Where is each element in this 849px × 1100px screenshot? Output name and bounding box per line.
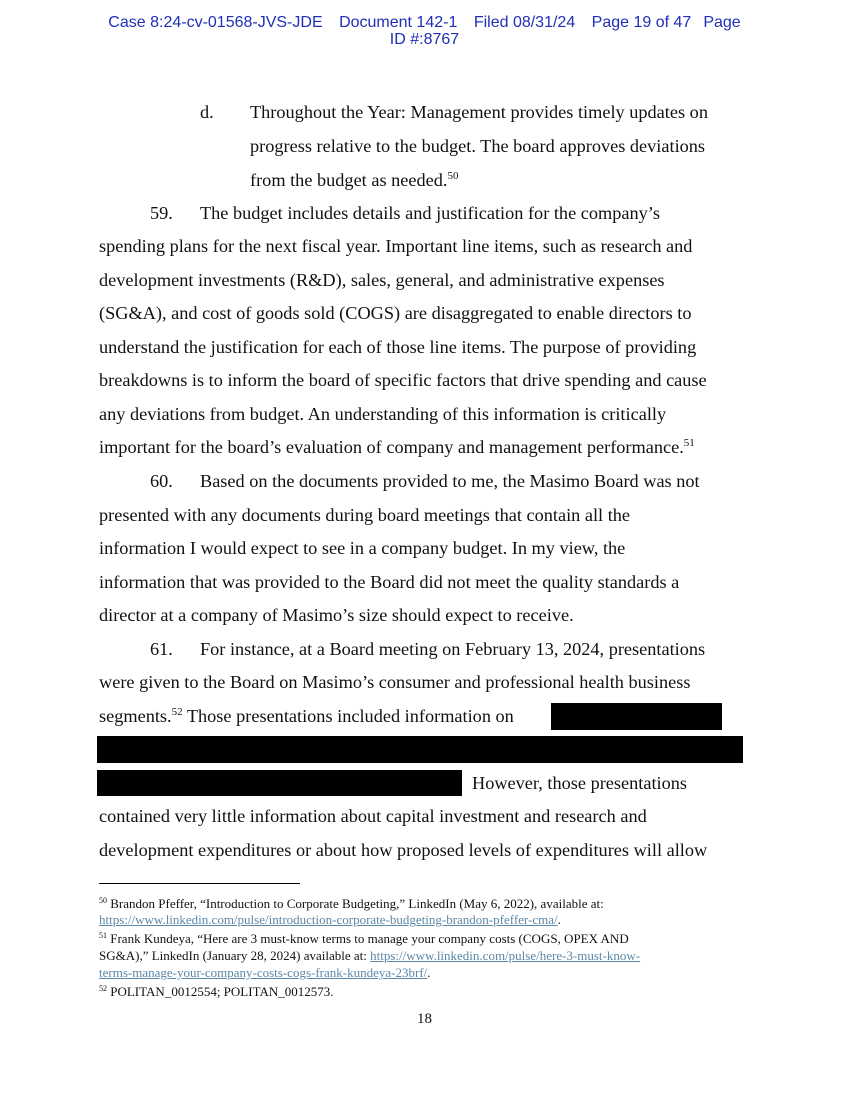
item-d-line: Throughout the Year: Management provides timely updates on xyxy=(250,102,708,122)
paragraph-61-line: contained very little information about capital investment and research and xyxy=(99,806,647,826)
paragraph-61-line: For instance, at a Board meeting on February 13, 2024, presentations xyxy=(200,639,706,659)
footnote-50-link-line xyxy=(99,912,561,927)
document-number: Document 142-1 xyxy=(339,14,458,31)
redaction-block xyxy=(97,736,743,763)
header-line-1 xyxy=(0,14,849,31)
footnote-link[interactable]: terms-manage-your-company-costs-cogs-frank-kundeya-23brf/ xyxy=(99,965,428,980)
footnote-text: Frank Kundeya, “Here are 3 must-know terms to manage your company costs (COGS, OPEX AND xyxy=(110,931,629,946)
footnote-text: Brandon Pfeffer, “Introduction to Corporate Budgeting,” LinkedIn (May 6, 2022), available at: xyxy=(110,896,604,911)
paragraph-60-line: information I would expect to see in a company budget. In my view, the xyxy=(99,538,626,558)
footnote-mark: 50 xyxy=(99,896,107,905)
footnote-51 xyxy=(99,931,629,946)
footnote-51-line-3 xyxy=(99,965,430,980)
paragraph-61-line xyxy=(99,705,514,727)
page-id-label: Page xyxy=(703,14,741,31)
page-count: Page 19 of 47 xyxy=(591,14,692,31)
item-d-line xyxy=(250,169,458,191)
paragraph-59-line: development investments (R&D), sales, general, and administrative expenses xyxy=(99,270,665,290)
case-number: Case 8:24-cv-01568-JVS-JDE xyxy=(108,14,323,31)
paragraph-59-line xyxy=(99,436,695,458)
footnote-link[interactable]: https://www.linkedin.com/pulse/here-3-must-know- xyxy=(370,948,641,963)
paragraph-number: 60. xyxy=(150,471,173,491)
item-d-line: progress relative to the budget. The board approves deviations xyxy=(250,136,706,156)
paragraph-59-line: any deviations from budget. An understanding of this information is critically xyxy=(99,404,667,424)
paragraph-61-text: segments. xyxy=(99,706,172,726)
paragraph-59-line: The budget includes details and justification for the company’s xyxy=(200,203,660,223)
footnote-text: SG&A),” LinkedIn (January 28, 2024) available at: xyxy=(99,948,371,963)
footnote-period: . xyxy=(557,912,561,927)
paragraph-60-line: presented with any documents during board meetings that contain all the xyxy=(99,505,631,525)
paragraph-61-line: were given to the Board on Masimo’s consumer and professional health business xyxy=(99,672,691,692)
redaction-block xyxy=(97,770,462,796)
paragraph-59-line: breakdowns is to inform the board of specific factors that drive spending and cause xyxy=(99,370,707,390)
footnote-50 xyxy=(99,896,604,911)
page-id: ID #:8767 xyxy=(389,31,460,48)
footnote-mark: 51 xyxy=(99,931,107,940)
footnote-51-line-2 xyxy=(99,948,640,963)
paragraph-59-line: (SG&A), and cost of goods sold (COGS) are disaggregated to enable directors to xyxy=(99,303,692,323)
footnote-mark: 52 xyxy=(99,984,107,993)
paragraph-59-line: understand the justification for each of those line items. The purpose of providing xyxy=(99,337,697,357)
paragraph-61-line: development expenditures or about how proposed levels of expenditures will allow xyxy=(99,840,708,860)
filed-date: Filed 08/31/24 xyxy=(473,14,576,31)
footnote-period: . xyxy=(427,965,431,980)
footnote-text: POLITAN_0012554; POLITAN_0012573. xyxy=(110,984,334,999)
paragraph-61-line: However, those presentations xyxy=(472,773,688,793)
footnote-52 xyxy=(99,984,334,999)
paragraph-61-text: Those presentations included information on xyxy=(186,706,514,726)
paragraph-59-text: important for the board’s evaluation of company and management performance. xyxy=(99,437,684,457)
redaction-block xyxy=(551,703,722,730)
item-d-text: from the budget as needed. xyxy=(250,170,448,190)
paragraph-60-line: director at a company of Masimo’s size should expect to receive. xyxy=(99,605,574,625)
court-filing-header xyxy=(0,14,849,48)
paragraph-number: 61. xyxy=(150,639,173,659)
page-number: 18 xyxy=(417,1011,432,1027)
paragraph-number: 59. xyxy=(150,203,173,223)
footnote-ref-51: 51 xyxy=(683,437,695,449)
paragraph-60-line: Based on the documents provided to me, the Masimo Board was not xyxy=(200,471,700,491)
item-d-marker: d. xyxy=(200,102,214,122)
paragraph-60-line: information that was provided to the Board did not meet the quality standards a xyxy=(99,572,680,592)
footnote-ref-52: 52 xyxy=(171,706,183,718)
footnote-link[interactable]: https://www.linkedin.com/pulse/introduction-corporate-budgeting-brandon-pfeffer-cma/ xyxy=(99,912,558,927)
footnote-separator xyxy=(99,883,300,884)
footnote-ref-50: 50 xyxy=(447,170,459,182)
paragraph-59-line: spending plans for the next fiscal year. Important line items, such as research and xyxy=(99,236,693,256)
